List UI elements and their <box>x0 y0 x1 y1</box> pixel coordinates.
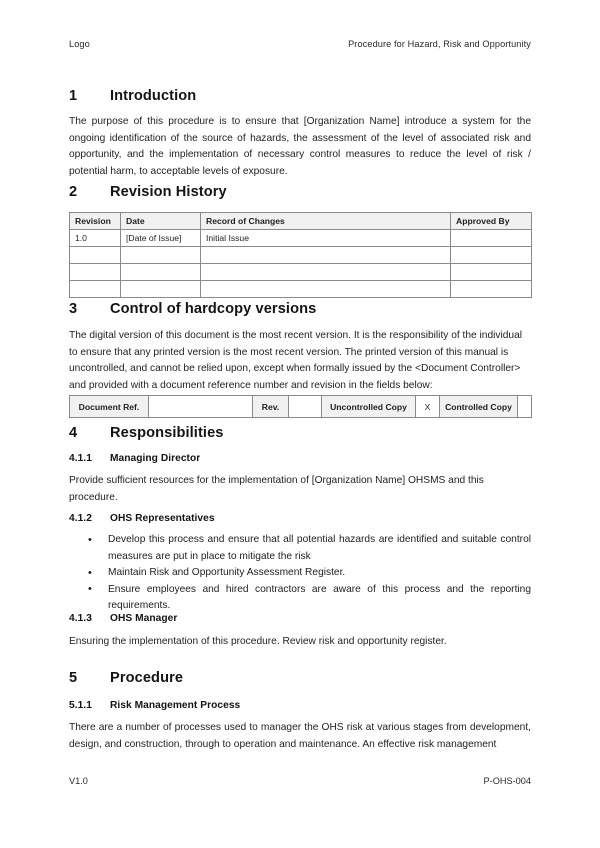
cell-approved-by[interactable] <box>451 281 532 298</box>
cell-revision[interactable] <box>70 281 121 298</box>
revision-history-table <box>69 212 532 298</box>
heading-responsibilities <box>69 425 531 441</box>
heading-introduction-text: Introduction <box>110 88 197 104</box>
paragraph-hardcopy-control: The digital version of this document is the most recent version. It is the responsibility of the individual to ensure that any printed version is the most recent version. The printed version of this manual is uncontrolled, and cannot be relied upon, except when formally issued by the <Document Controller> and provided with a document reference number and revision in the fields below: <box>69 330 523 391</box>
heading-ohs-representatives-text: OHS Representatives <box>110 513 215 524</box>
paragraph-introduction: The purpose of this procedure is to ensure that [Organization Name] introduce a system for the ongoing identification of the source of hazards, the assessment of the level of associated risk and opportunity, and the implementation of necessary control measures to reduce the level of risk / potential harm, to acceptable levels of exposure. <box>69 116 531 177</box>
heading-ohs-manager-number: 4.1.3 <box>69 613 92 624</box>
column-header-date: Date <box>121 213 201 230</box>
list-item: • Ensure employees and hired contractors are aware of this process and the reporting requirements. <box>69 582 531 615</box>
document-running-footer <box>69 776 531 786</box>
column-header-approved-by: Approved By <box>451 213 532 230</box>
table-row <box>70 264 532 281</box>
heading-hardcopy-control-number: 3 <box>69 301 78 317</box>
cell-revision[interactable] <box>70 247 121 264</box>
label-rev: Rev. <box>253 396 289 418</box>
heading-risk-management-process-number: 5.1.1 <box>69 700 92 711</box>
cell-record-of-changes[interactable] <box>201 281 451 298</box>
heading-procedure <box>69 670 531 686</box>
heading-responsibilities-text: Responsibilities <box>110 425 224 441</box>
table-row <box>70 247 532 264</box>
footer-version: V1.0 <box>69 776 88 786</box>
checkbox-uncontrolled-copy[interactable]: X <box>416 396 440 418</box>
cell-revision[interactable]: 1.0 <box>70 230 121 247</box>
table-row <box>70 230 532 247</box>
heading-revision-history-text: Revision History <box>110 184 227 200</box>
heading-managing-director-number: 4.1.1 <box>69 453 92 464</box>
paragraph-managing-director: Provide sufficient resources for the implementation of [Organization Name] OHSMS and this procedure. <box>69 475 484 503</box>
cell-record-of-changes[interactable] <box>201 247 451 264</box>
list-item: • Develop this process and ensure that all potential hazards are identified and suitable control measures are put in place to mitigate the risk <box>69 532 531 565</box>
heading-revision-history-number: 2 <box>69 184 78 200</box>
checkbox-controlled-copy[interactable] <box>518 396 532 418</box>
field-rev[interactable] <box>289 396 322 418</box>
heading-risk-management-process <box>69 700 531 711</box>
heading-introduction <box>69 88 531 104</box>
column-header-record-of-changes: Record of Changes <box>201 213 451 230</box>
cell-date[interactable] <box>121 247 201 264</box>
heading-responsibilities-number: 4 <box>69 425 78 441</box>
heading-hardcopy-control-text: Control of hardcopy versions <box>110 301 317 317</box>
table-header-row <box>70 213 532 230</box>
label-document-ref: Document Ref. <box>70 396 149 418</box>
list-ohs-representatives-duties <box>69 532 531 615</box>
heading-procedure-number: 5 <box>69 670 78 686</box>
field-document-ref[interactable] <box>149 396 253 418</box>
cell-record-of-changes[interactable] <box>201 264 451 281</box>
paragraph-risk-management-process: There are a number of processes used to manager the OHS risk at various stages from development, design, and construction, through to operation and maintenance. An effective risk management <box>69 722 531 750</box>
heading-managing-director-text: Managing Director <box>110 453 201 464</box>
document-control-table <box>69 395 532 418</box>
label-uncontrolled-copy: Uncontrolled Copy <box>322 396 416 418</box>
cell-date[interactable]: [Date of Issue] <box>121 230 201 247</box>
logo-placeholder: Logo <box>69 39 90 49</box>
label-controlled-copy: Controlled Copy <box>440 396 518 418</box>
heading-procedure-text: Procedure <box>110 670 184 686</box>
heading-ohs-manager <box>69 613 531 624</box>
cell-record-of-changes[interactable]: Initial Issue <box>201 230 451 247</box>
footer-document-code: P-OHS-004 <box>483 776 531 786</box>
table-row <box>70 281 532 298</box>
heading-ohs-manager-text: OHS Manager <box>110 613 178 624</box>
cell-approved-by[interactable] <box>451 264 532 281</box>
column-header-revision: Revision <box>70 213 121 230</box>
cell-date[interactable] <box>121 264 201 281</box>
heading-revision-history <box>69 184 531 200</box>
cell-approved-by[interactable] <box>451 247 532 264</box>
cell-date[interactable] <box>121 281 201 298</box>
document-running-header <box>69 39 531 49</box>
header-document-title: Procedure for Hazard, Risk and Opportunity <box>348 39 531 49</box>
cell-approved-by[interactable] <box>451 230 532 247</box>
heading-managing-director <box>69 453 531 464</box>
heading-risk-management-process-text: Risk Management Process <box>110 700 241 711</box>
paragraph-ohs-manager: Ensuring the implementation of this procedure. Review risk and opportunity register. <box>69 636 447 647</box>
document-control-row <box>70 396 532 418</box>
heading-ohs-representatives-number: 4.1.2 <box>69 513 92 524</box>
heading-ohs-representatives <box>69 513 531 524</box>
heading-introduction-number: 1 <box>69 88 78 104</box>
heading-hardcopy-control <box>69 301 531 317</box>
list-item: • Maintain Risk and Opportunity Assessment Register. <box>69 565 531 582</box>
cell-revision[interactable] <box>70 264 121 281</box>
